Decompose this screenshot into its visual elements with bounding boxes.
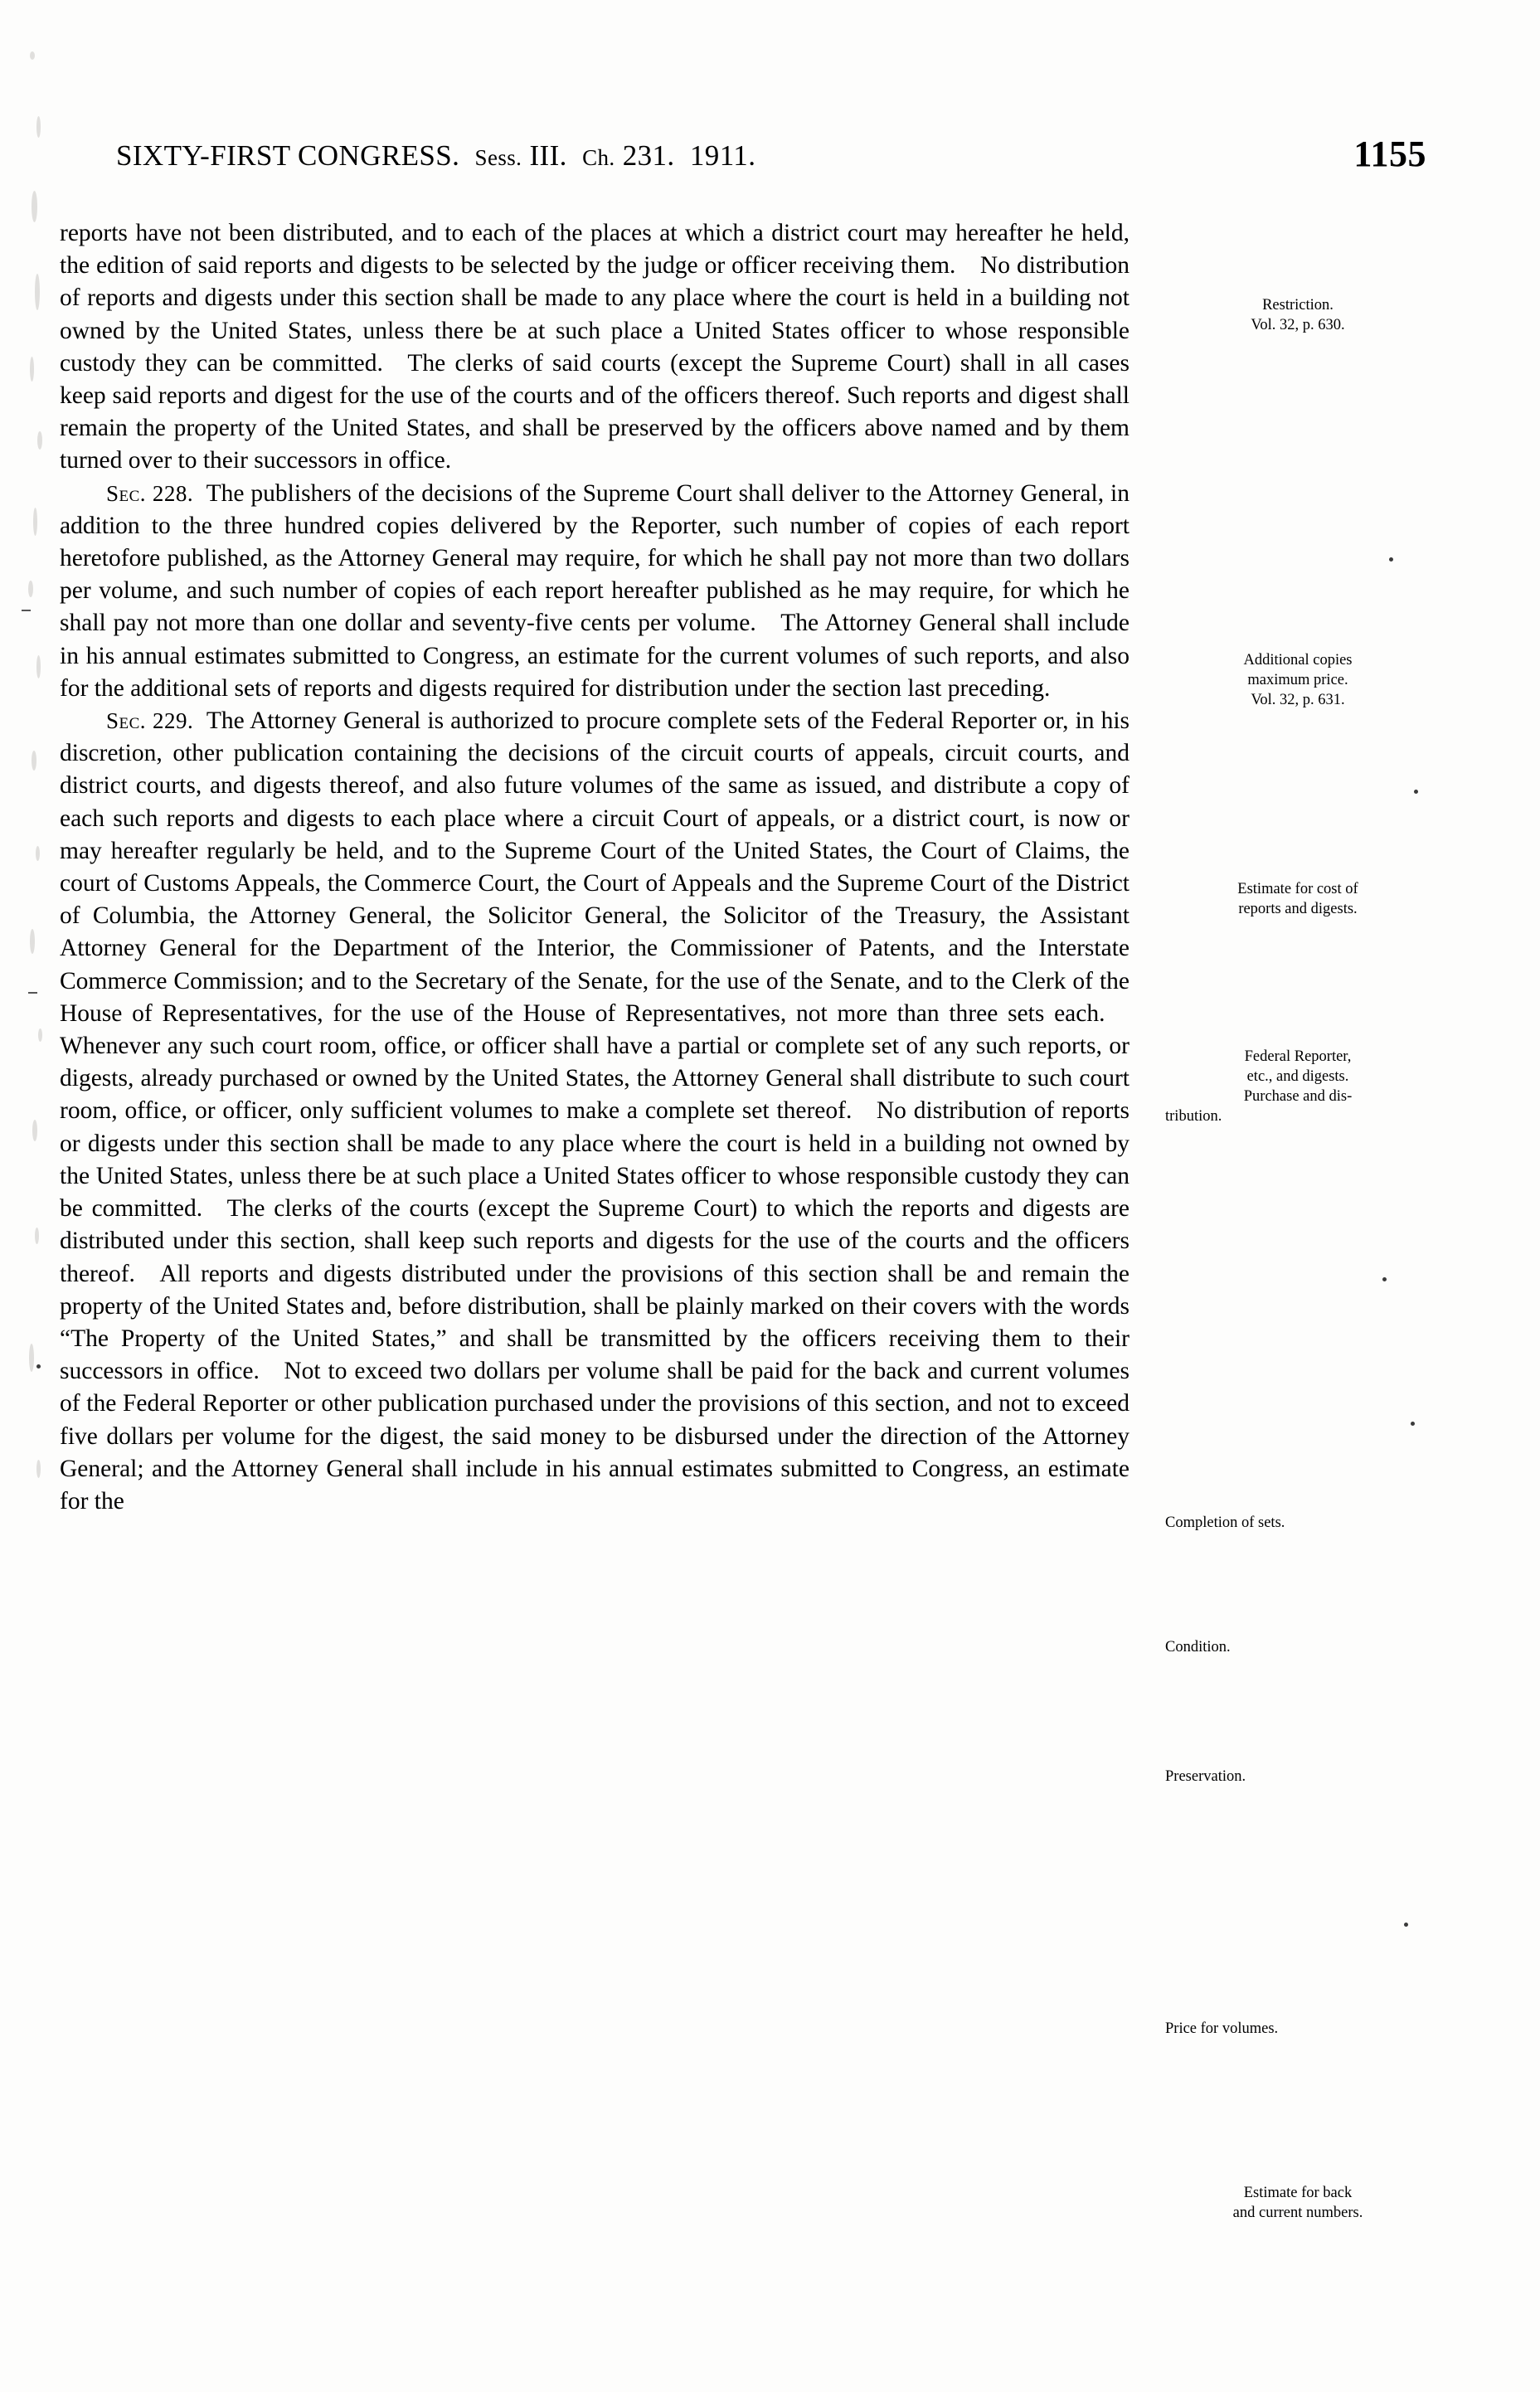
note-line: Completion of sets. xyxy=(1165,1514,1285,1531)
running-head-text xyxy=(116,139,755,173)
note-preservation xyxy=(1165,1767,1431,1787)
running-head xyxy=(116,134,1426,184)
note-line: Preservation. xyxy=(1165,1768,1246,1785)
congress-name: SIXTY-FIRST CONGRESS. xyxy=(116,139,460,172)
note-restriction xyxy=(1165,295,1431,335)
chapter-number: 231. xyxy=(622,139,675,172)
paragraph-continued: reports have not been distributed, and to each of the places at which a district court may hereafter he held, the edition of said reports and digests to be selected by the judge or officer receiving them. No distribution of reports and digests under this section shall be made to any place where the court is held in a building not owned by the United States, unless there be at such place a United States officer to whose responsible custody they can be committed. The clerks of said courts (except the Supreme Court) shall in all cases keep said reports and digest for the use of the courts and of the officers thereof. Such reports and digest shall remain the property of the United States, and shall be preserved by the officers above named and by them turned over to their successors in office. xyxy=(60,220,1129,474)
scan-artifact xyxy=(36,116,41,138)
scan-artifact xyxy=(35,1228,39,1244)
scan-artifact xyxy=(30,357,34,382)
note-estimate-cost xyxy=(1165,879,1431,919)
margin-mark xyxy=(1414,790,1418,794)
note-line: Purchase and dis- xyxy=(1243,1088,1353,1105)
note-line: reports and digests. xyxy=(1238,901,1358,917)
scan-artifact xyxy=(32,751,36,771)
note-line: Estimate for cost of xyxy=(1237,881,1358,897)
session-label: Sess. xyxy=(474,145,522,170)
note-line: Vol. 32, p. 630. xyxy=(1251,317,1345,333)
scan-artifact xyxy=(35,274,40,310)
main-text-column xyxy=(60,217,1129,1518)
note-estimate-back-current xyxy=(1165,2183,1431,2223)
note-additional-copies xyxy=(1165,650,1431,710)
note-line: tribution. xyxy=(1165,1108,1222,1125)
page-number: 1155 xyxy=(1353,134,1426,174)
scan-artifact xyxy=(36,655,41,678)
margin-mark xyxy=(1389,557,1393,562)
paragraph-section-229 xyxy=(60,705,1129,1518)
note-completion-of-sets xyxy=(1165,1513,1431,1533)
section-228-label: Sec. 228. xyxy=(106,480,194,506)
scan-artifact xyxy=(37,431,42,450)
note-line: Restriction. xyxy=(1262,297,1334,314)
scan-artifact xyxy=(33,508,37,536)
chapter-label: Ch. xyxy=(582,145,615,170)
margin-mark xyxy=(1382,1277,1387,1281)
margin-mark xyxy=(22,610,31,611)
scan-artifact xyxy=(30,51,35,60)
margin-mark xyxy=(1404,1923,1408,1927)
year: 1911. xyxy=(689,139,756,172)
note-condition xyxy=(1165,1637,1431,1657)
note-line: Price for volumes. xyxy=(1165,2020,1279,2037)
note-line: Additional copies xyxy=(1243,652,1353,668)
section-229-text: The Attorney General is authorized to procure complete sets of the Federal Reporter or, in his discretion, other publication containing the decisions of the circuit courts of appeals, circuit courts, and district courts, and digests thereof, and also future volumes of the same as issued, and distribute a copy of each such reports and digests to each place where a circuit Court of appeals, or a district court, is now or may hereafter regularly be held, and to the Supreme Court of the United States, the Court of Claims, the court of Customs Appeals, the Commerce Court, the Court of Appeals and the Supreme Court of the District of Columbia, the Attorney General, the Solicitor General, the Solicitor of the Treasury, the Assistant Attorney General for the Department of the Interior, the Commissioner of Patents, and the Interstate Commerce Commission; and to the Secretary of the Senate, for the use of the Senate, and to the Clerk of the House of Representatives, for the use of the House of Representatives, not more than three sets each. Whenever any such court room, office, or officer shall have a partial or complete set of any such reports, or digests, already purchased or owned by the United States, the Attorney General shall distribute to such court room, office, or officer, only sufficient volumes to make a complete set thereof. No distribution of reports or digests under this section shall be made to any place where the court is held in a building not owned by the United States, unless there be at such place a United States officer to whose responsible custody they can be committed. The clerks of the courts (except the Supreme Court) to which the reports and digests are distributed under this section, shall keep such reports and digests for the use of the courts and the officers thereof. All reports and digests distributed under the provisions of this section shall be and remain the property of the United States and, before distribution, shall be plainly marked on their covers with the words “The Property of the United States,” and shall be transmitted by the officers receiving them to their successors in office. Not to exceed two dollars per volume shall be paid for the back and current volumes of the Federal Reporter or other publication purchased under the provisions of this section, and not to exceed five dollars per volume for the digest, the said money to be disbursed under the direction of the Attorney General; and the Attorney General shall include in his annual estimates submitted to Congress, an estimate for the xyxy=(60,707,1130,1514)
note-line: Condition. xyxy=(1165,1639,1231,1655)
margin-mark xyxy=(28,992,37,994)
scan-artifact xyxy=(30,929,35,954)
session-number: III. xyxy=(529,139,567,172)
note-line: Federal Reporter, xyxy=(1244,1048,1352,1065)
scan-artifact xyxy=(36,1460,41,1478)
note-line: Estimate for back xyxy=(1243,2185,1353,2201)
paragraph-section-228 xyxy=(60,478,1129,705)
note-federal-reporter xyxy=(1165,1047,1431,1126)
scan-artifact xyxy=(29,1344,34,1372)
margin-mark xyxy=(1411,1422,1415,1426)
note-price-for-volumes xyxy=(1165,2019,1431,2039)
scan-artifact xyxy=(28,581,33,597)
scan-artifact xyxy=(32,191,37,222)
margin-mark xyxy=(36,1364,41,1369)
note-line: maximum price. xyxy=(1247,672,1348,688)
section-229-label: Sec. 229. xyxy=(106,708,194,734)
note-line: Vol. 32, p. 631. xyxy=(1251,692,1345,708)
scan-artifact xyxy=(36,846,40,861)
scan-artifact xyxy=(38,1028,42,1042)
note-line: and current numbers. xyxy=(1232,2205,1363,2221)
note-line: etc., and digests. xyxy=(1246,1068,1349,1085)
section-228-text: The publishers of the decisions of the Supreme Court shall deliver to the Attorney General, in addition to the three hundred copies delivered by the Reporter, such number of copies of each report heretofore published, as the Attorney General may require, for which he shall pay not more than two dollars per volume, and such number of copies of each report hereafter published as he may require, for which he shall pay not more than one dollar and seventy-five cents per volume. The Attorney General shall include in his annual estimates submitted to Congress, an estimate for the current volumes of such reports, and also for the additional sets of reports and digests required for distribution under the section last preceding. xyxy=(60,479,1130,702)
scan-artifact xyxy=(32,1120,37,1141)
